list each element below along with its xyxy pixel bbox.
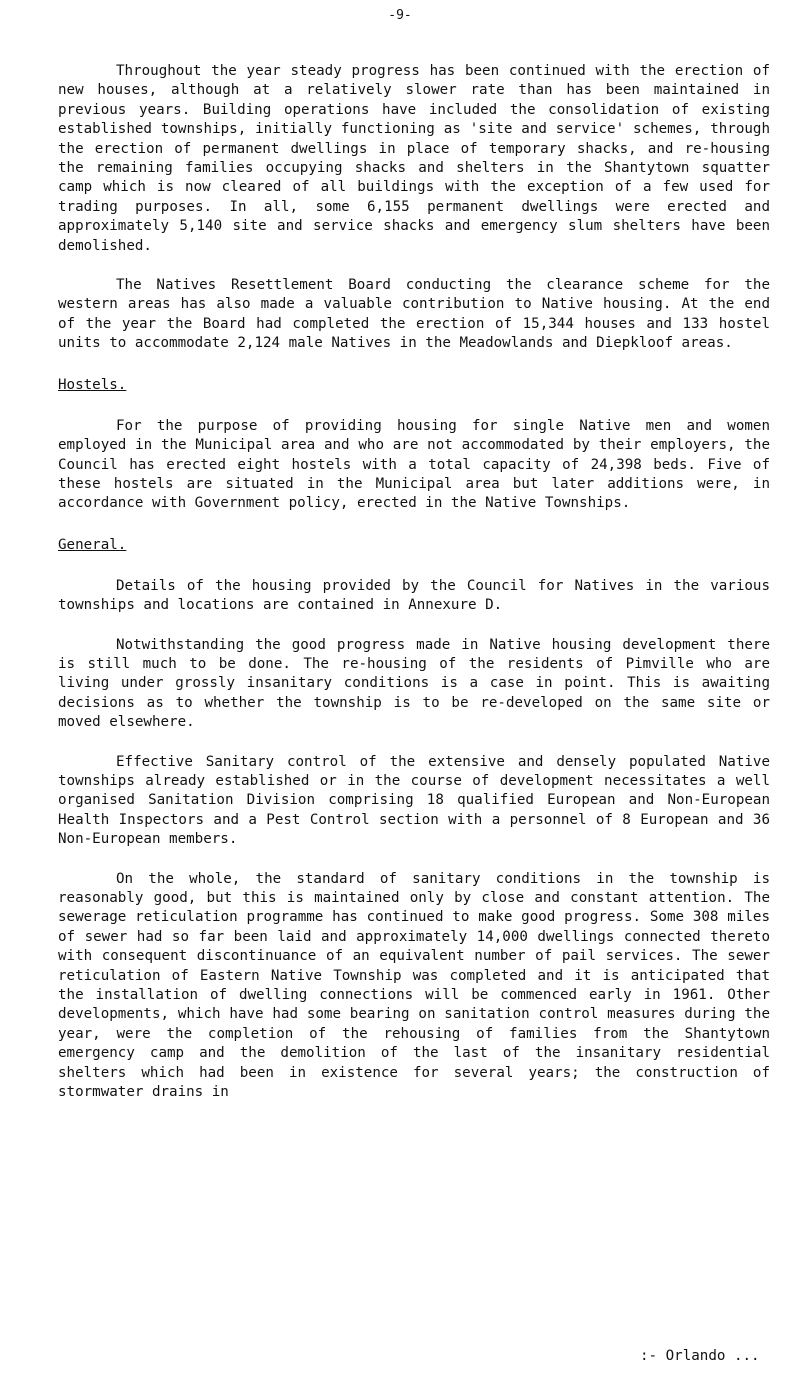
- section-heading-general: General.: [58, 536, 127, 553]
- paragraph-housing-progress: Throughout the year steady progress has been continued with the erection of new houses, although at a relatively slower rate than has been maintained in previous years. Building operations have included the consolidation of existing established townships, initially functioning as 'site and service' schemes, through the erection of permanent dwellings in place of temporary shacks, and re-housing the remaining families occupying shacks and shelters in the Shantytown squatter camp which is now cleared of all buildings with the exception of a few used for trading purposes. In all, some 6,155 permanent dwellings were erected and approximately 5,140 site and service shacks and emergency slum shelters have been demolished.: [58, 63, 770, 254]
- paragraph-annexure: Details of the housing provided by the Council for Natives in the various townships and locations are contained in Annexure D.: [58, 577, 770, 614]
- paragraph-hostels: For the purpose of providing housing for single Native men and women employed in the Municipal area and who are not accommodated by their employers, the Council has erected eight hostels with a total capacity of 24,398 beds. Five of these hostels are situated in the Municipal area but later additions were, in accordance with Government policy, erected in the Native Townships.: [58, 417, 770, 512]
- paragraph-sanitary-standard: On the whole, the standard of sanitary conditions in the township is reasonably good, but this is maintained only by close and constant attention. The sewerage reticulation programme has continued to make good progress. Some 308 miles of sewer had so far been laid and approximately 14,000 dwellings connected thereto with consequent discontinuance of an equivalent number of pail services. The sewer reticulation of Eastern Native Township was completed and it is anticipated that the installation of dwelling connections will be commenced early in 1961. Other developments, which have had some bearing on sanitation control measures during the year, were the completion of the rehousing of families from the Shantytown emergency camp and the demolition of the last of the insanitary residential shelters which had been in existence for several years; the construction of stormwater drains in: [58, 870, 770, 1101]
- paragraph-pimville: Notwithstanding the good progress made in Native housing development there is still much to be done. The re-housing of the residents of Pimville who are living under grossly insanitary conditions is a case in point. This is awaiting decisions as to whether the township is to be re-developed on the same site or moved elsewhere.: [58, 636, 770, 731]
- page-content: [58, 62, 770, 1102]
- continuation-footer: :- Orlando ...: [640, 1348, 760, 1364]
- page-number: -9-: [388, 8, 412, 23]
- paragraph-sanitary-control: Effective Sanitary control of the extensive and densely populated Native townships already established or in the course of development necessitates a well organised Sanitation Division comprising 18 qualified European and Non-European Health Inspectors and a Pest Control section with a personnel of 8 European and 36 Non-European members.: [58, 753, 770, 848]
- paragraph-resettlement-board: The Natives Resettlement Board conducting the clearance scheme for the western areas has also made a valuable contribution to Native housing. At the end of the year the Board had completed the erection of 15,344 houses and 133 hostel units to accommodate 2,124 male Natives in the Meadowlands and Diepkloof areas.: [58, 277, 770, 352]
- section-heading-hostels: Hostels.: [58, 376, 127, 393]
